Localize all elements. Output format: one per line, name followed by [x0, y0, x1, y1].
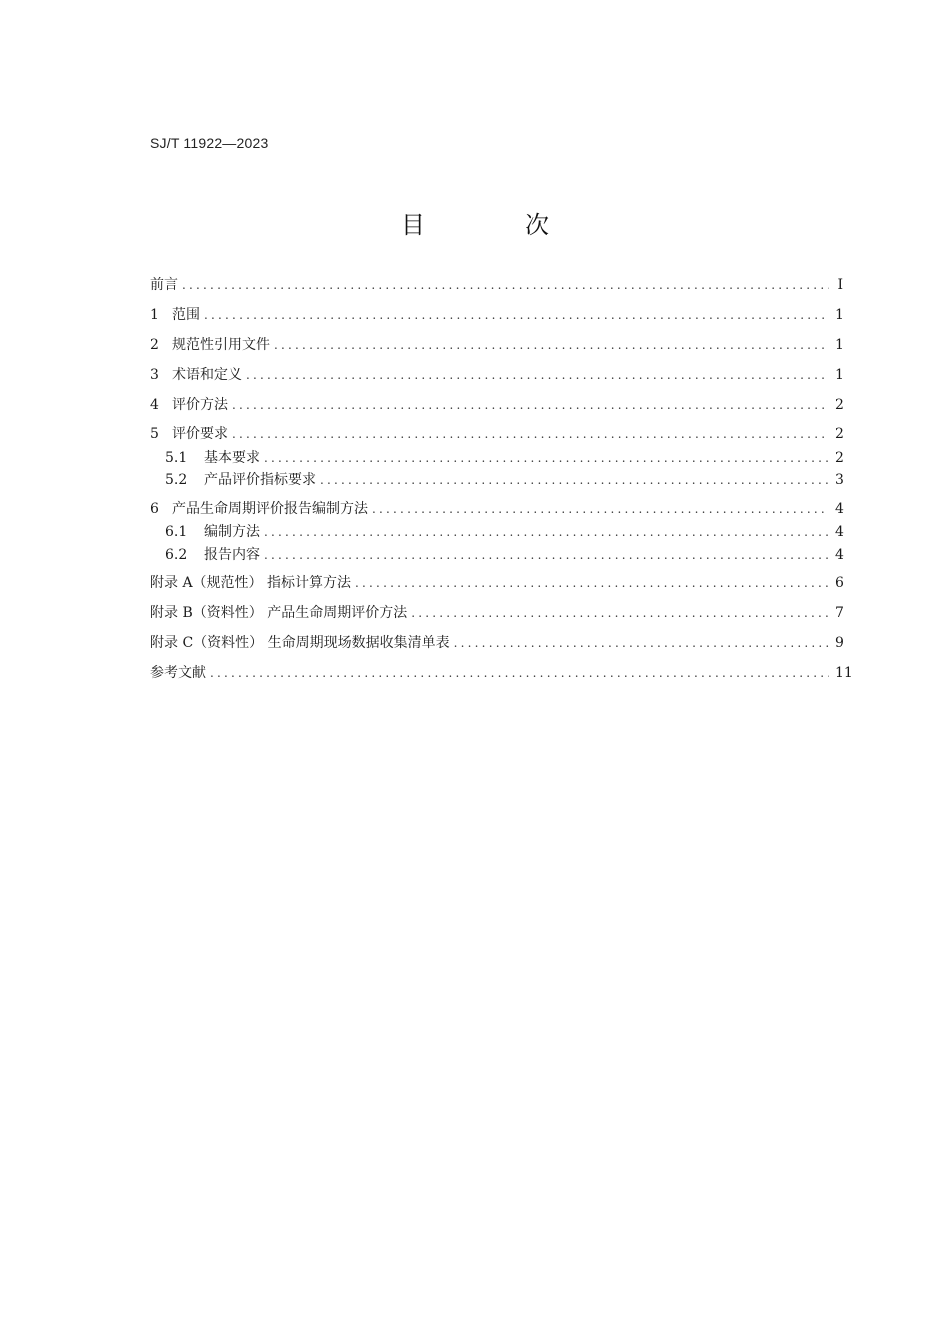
- toc-dot-leader: [264, 448, 829, 468]
- toc-entry-compilation-method[interactable]: [165, 522, 843, 542]
- table-of-contents: [150, 0, 853, 1343]
- toc-dot-leader: [372, 499, 829, 519]
- toc-entry-page: 2: [835, 426, 844, 442]
- toc-dot-leader: [246, 365, 829, 385]
- toc-entry-label: 规范性引用文件: [172, 337, 270, 353]
- toc-entry-label: 基本要求: [204, 450, 260, 466]
- toc-entry-normative-references[interactable]: [150, 335, 843, 355]
- toc-entry-scope[interactable]: [150, 305, 843, 325]
- toc-dot-leader: [411, 603, 829, 623]
- toc-dot-leader: [232, 424, 829, 444]
- toc-entry-page: 1: [835, 307, 844, 323]
- toc-dot-leader: [264, 545, 829, 565]
- toc-entry-number: 6.1: [165, 524, 188, 540]
- toc-entry-label: 产品评价指标要求: [204, 472, 316, 488]
- toc-entry-page: 1: [835, 367, 844, 383]
- toc-entry-page: 4: [835, 501, 844, 517]
- toc-entry-label: 编制方法: [204, 524, 260, 540]
- toc-entry-page: 6: [835, 575, 844, 591]
- toc-entry-evaluation-requirements[interactable]: [150, 424, 843, 444]
- toc-entry-page: 4: [835, 547, 844, 563]
- toc-entry-number: 4: [150, 397, 159, 413]
- toc-dot-leader: [210, 663, 829, 683]
- toc-entry-terms-definitions[interactable]: [150, 365, 843, 385]
- toc-entry-label: 范围: [172, 307, 200, 323]
- toc-entry-label: 附录 B（资料性） 产品生命周期评价方法: [150, 605, 408, 621]
- toc-entry-number: 5.2: [165, 472, 188, 488]
- toc-entry-label: 评价方法: [172, 397, 228, 413]
- toc-entry-label: 术语和定义: [172, 367, 242, 383]
- toc-dot-leader: [454, 633, 829, 653]
- toc-entry-label: 前言: [150, 277, 178, 293]
- toc-entry-report-content[interactable]: [165, 545, 843, 565]
- toc-entry-page: 3: [835, 472, 844, 488]
- toc-entry-label: 附录 C（资料性） 生命周期现场数据收集清单表: [150, 635, 450, 651]
- toc-entry-number: 1: [150, 307, 159, 323]
- toc-entry-bibliography[interactable]: [150, 663, 853, 683]
- toc-entry-page: 2: [835, 450, 844, 466]
- toc-entry-page: 4: [835, 524, 844, 540]
- toc-entry-page: I: [837, 277, 843, 293]
- toc-entry-label: 参考文献: [150, 665, 206, 681]
- toc-entry-page: 9: [835, 635, 844, 651]
- toc-entry-basic-requirements[interactable]: [165, 448, 843, 468]
- toc-entry-number: 5.1: [165, 450, 188, 466]
- toc-entry-number: 2: [150, 337, 159, 353]
- toc-entry-page: 7: [835, 605, 844, 621]
- toc-entry-page: 2: [835, 397, 844, 413]
- toc-entry-foreword[interactable]: [150, 275, 843, 295]
- toc-entry-appendix-a[interactable]: [150, 573, 843, 593]
- toc-title: 目 次: [401, 211, 587, 239]
- standard-code: SJ/T 11922—2023: [150, 135, 269, 151]
- toc-entry-indicator-requirements[interactable]: [165, 470, 843, 490]
- toc-dot-leader: [232, 395, 829, 415]
- toc-entry-number: 5: [150, 426, 159, 442]
- toc-entry-number: 6.2: [165, 547, 188, 563]
- toc-entry-evaluation-method[interactable]: [150, 395, 843, 415]
- toc-dot-leader: [204, 305, 829, 325]
- toc-entry-number: 3: [150, 367, 159, 383]
- toc-dot-leader: [182, 275, 829, 295]
- toc-dot-leader: [274, 335, 829, 355]
- toc-entry-appendix-c[interactable]: [150, 633, 843, 653]
- toc-entry-label: 产品生命周期评价报告编制方法: [172, 501, 368, 517]
- toc-entry-page: 1: [835, 337, 844, 353]
- toc-entry-report-method[interactable]: [150, 499, 843, 519]
- toc-entry-label: 报告内容: [204, 547, 260, 563]
- toc-dot-leader: [264, 522, 829, 542]
- toc-dot-leader: [320, 470, 829, 490]
- toc-entry-label: 评价要求: [172, 426, 228, 442]
- toc-dot-leader: [355, 573, 829, 593]
- toc-entry-page: 11: [835, 665, 853, 681]
- toc-entry-appendix-b[interactable]: [150, 603, 843, 623]
- toc-entry-number: 6: [150, 501, 159, 517]
- toc-entry-label: 附录 A（规范性） 指标计算方法: [150, 575, 352, 591]
